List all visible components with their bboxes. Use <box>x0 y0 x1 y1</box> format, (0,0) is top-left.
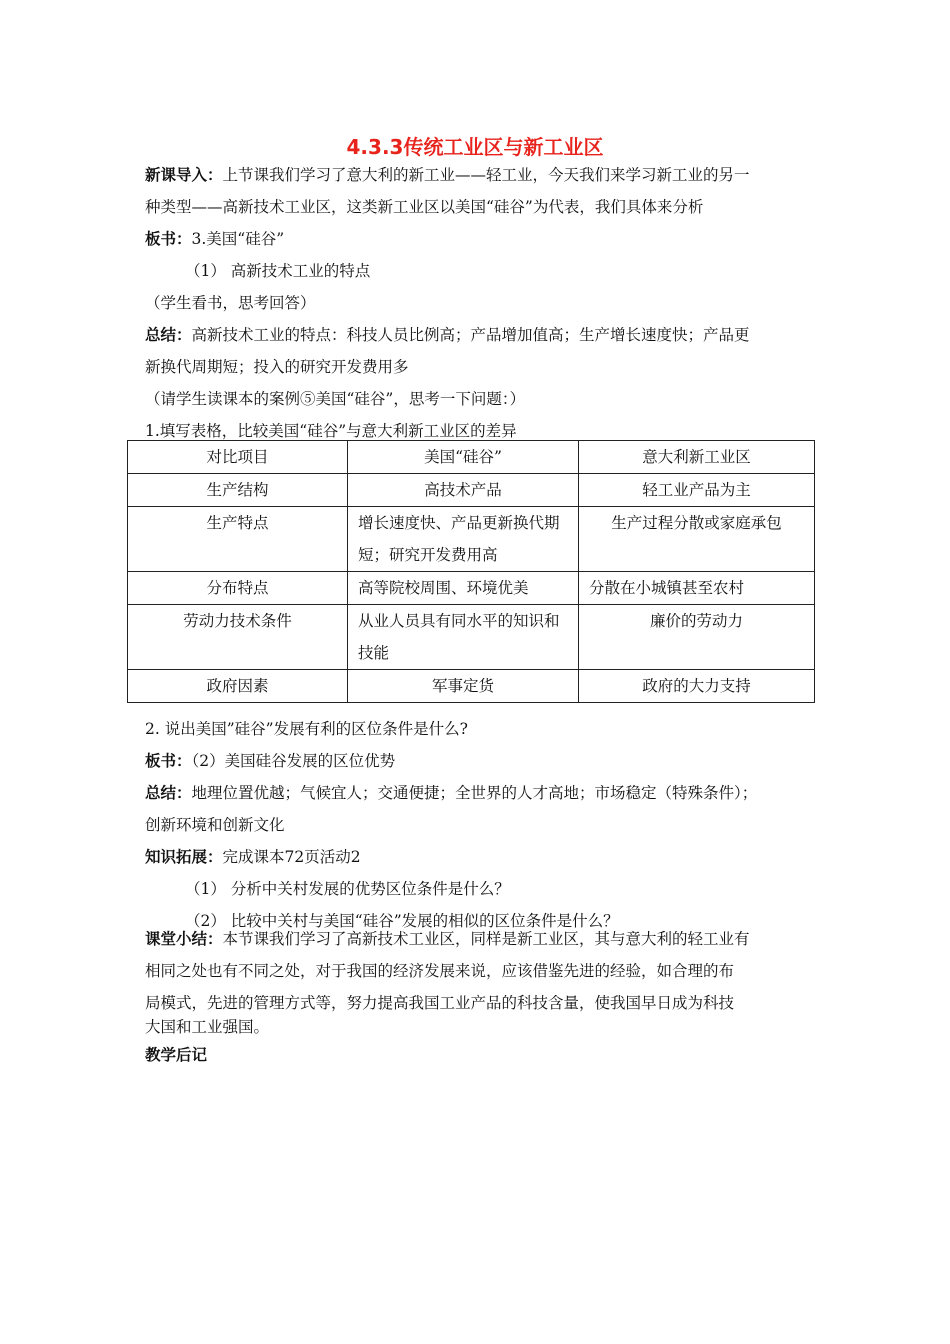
table-cell: 军事定货 <box>348 670 579 703</box>
intro-line-2: 种类型——高新技术工业区，这类新工业区以美国“硅谷”为代表，我们具体来分析 <box>145 198 704 216</box>
question-2: 2. 说出美国”硅谷”发展有利的区位条件是什么? <box>145 720 468 738</box>
table-cell: 高等院校周围、环境优美 <box>348 572 579 605</box>
table-cell: 政府因素 <box>128 670 348 703</box>
table-row <box>128 507 815 572</box>
summary-2-label: 总结： <box>145 784 192 802</box>
summary-2-line-2: 创新环境和创新文化 <box>145 816 285 834</box>
table-cell: 分散在小城镇甚至农村 <box>578 572 814 605</box>
summary-1-label: 总结： <box>145 326 192 344</box>
reading-note: （请学生读课本的案例⑤美国“硅谷”，思考一下问题：） <box>145 390 526 408</box>
extension-label: 知识拓展： <box>145 848 223 866</box>
class-summary-line-3: 局模式，先进的管理方式等，努力提高我国工业产品的科技含量，使我国早日成为科技 <box>145 994 735 1012</box>
board-2-label: 板书： <box>145 752 192 770</box>
comparison-table <box>127 440 815 703</box>
summary-1-line-2: 新换代周期短；投入的研究开发费用多 <box>145 358 409 376</box>
table-row <box>128 572 815 605</box>
document-title: 4.3.3传统工业区与新工业区 <box>346 135 604 159</box>
table-cell: 生产结构 <box>128 474 348 507</box>
intro-text-1: 上节课我们学习了意大利的新工业——轻工业，今天我们来学习新工业的另一 <box>222 166 750 184</box>
board-1-label: 板书： <box>145 230 192 248</box>
class-summary-line-1 <box>145 928 750 950</box>
class-summary-label: 课堂小结： <box>145 930 223 948</box>
table-cell: 从业人员具有同水平的知识和技能 <box>348 605 579 670</box>
table-cell: 政府的大力支持 <box>578 670 814 703</box>
intro-line-1 <box>145 164 750 186</box>
table-cell: 轻工业产品为主 <box>578 474 814 507</box>
table-row <box>128 605 815 670</box>
afterword-heading: 教学后记 <box>145 1046 208 1064</box>
table-row <box>128 474 815 507</box>
table-header-cell: 意大利新工业区 <box>578 441 814 474</box>
extension-item: （2） 比较中关村与美国“硅谷”发展的相似的区位条件是什么？ <box>185 912 619 930</box>
student-note: （学生看书，思考回答） <box>145 294 316 312</box>
table-cell: 分布特点 <box>128 572 348 605</box>
summary-1-text-1: 高新技术工业的特点：科技人员比例高；产品增加值高；生产增长速度快；产品更 <box>191 326 750 344</box>
board-1-text: 3.美国“硅谷” <box>191 230 285 248</box>
board-2 <box>145 750 395 772</box>
board-1 <box>145 228 284 250</box>
subheading-1: （1） 高新技术工业的特点 <box>185 262 371 280</box>
table-cell: 廉价的劳动力 <box>578 605 814 670</box>
summary-2-line-1 <box>145 782 757 804</box>
table-cell: 劳动力技术条件 <box>128 605 348 670</box>
table-cell: 增长速度快、产品更新换代期短；研究开发费用高 <box>348 507 579 572</box>
table-cell: 生产特点 <box>128 507 348 572</box>
table-header-cell: 美国“硅谷” <box>348 441 579 474</box>
board-2-text: （2）美国硅谷发展的区位优势 <box>191 752 396 770</box>
question-1: 1.填写表格，比较美国“硅谷”与意大利新工业区的差异 <box>145 422 517 440</box>
summary-2-text-1: 地理位置优越；气候宜人；交通便捷；全世界的人才高地；市场稳定（特殊条件）； <box>191 784 758 802</box>
class-summary-line-4: 大国和工业强国。 <box>145 1018 270 1036</box>
table-row <box>128 670 815 703</box>
intro-label: 新课导入： <box>145 166 223 184</box>
extension <box>145 846 361 868</box>
extension-text: 完成课本72页活动2 <box>222 848 361 866</box>
summary-1-line-1 <box>145 324 750 346</box>
table-header-cell: 对比项目 <box>128 441 348 474</box>
table-cell: 高技术产品 <box>348 474 579 507</box>
class-summary-text-1: 本节课我们学习了高新技术工业区，同样是新工业区，其与意大利的轻工业有 <box>222 930 750 948</box>
extension-item: （1） 分析中关村发展的优势区位条件是什么？ <box>185 880 510 898</box>
table-cell: 生产过程分散或家庭承包 <box>578 507 814 572</box>
class-summary-line-2: 相同之处也有不同之处，对于我国的经济发展来说，应该借鉴先进的经验，如合理的布 <box>145 962 735 980</box>
table-header-row <box>128 441 815 474</box>
